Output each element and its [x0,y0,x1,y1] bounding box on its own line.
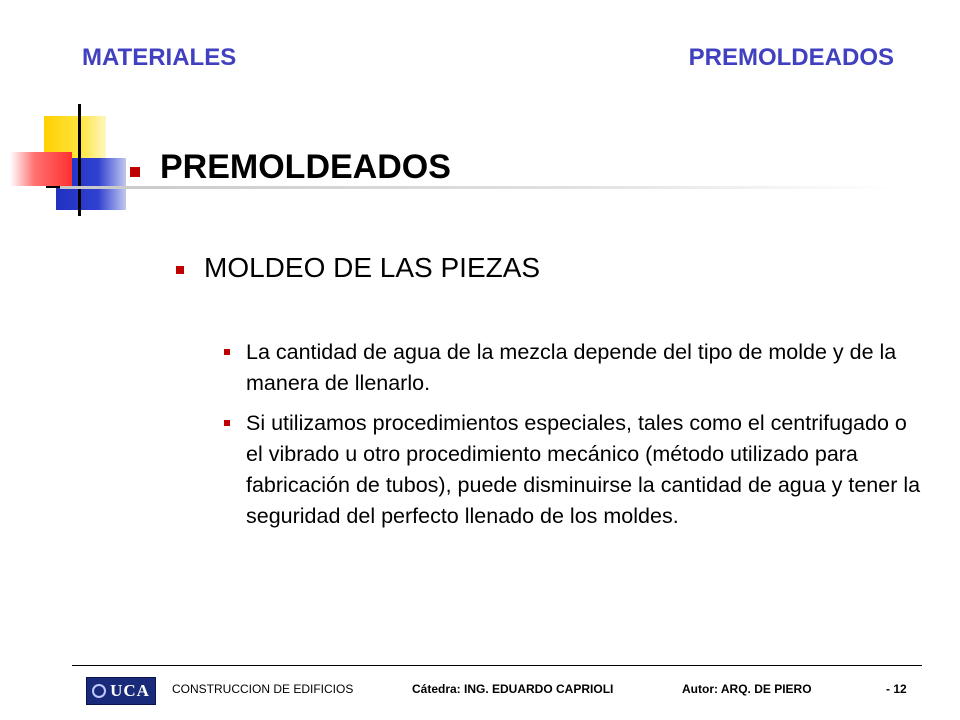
bullet-icon [224,349,230,355]
slide-subtitle: MOLDEO DE LAS PIEZAS [204,252,541,283]
header-right: PREMOLDEADOS [688,44,894,71]
vertical-line [78,104,81,216]
logo-text: UCA [110,681,150,700]
header-left: MATERIALES [82,44,237,71]
footer-course: CONSTRUCCION DE EDIFICIOS [172,682,354,696]
footer-autor: Autor: ARQ. DE PIERO [682,682,812,696]
red-square [10,152,72,186]
bullet-icon [224,420,230,426]
seal-icon [92,684,106,698]
footer-page-number: - 12 [886,682,907,696]
footer-rule [72,665,922,666]
bullet-text-2: Si utilizamos procedimientos especiales, tales como el centrifugado o el vibrado u otro procedimiento mecánico (método utilizado para fabricación de tubos), puede disminuirse la cantidad de agua y tener la seguridad del perfecto llenado de los moldes. [246,411,921,528]
uca-logo [86,677,156,705]
bullet-text-1: La cantidad de agua de la mezcla depende del tipo de molde y de la manera de llenarlo. [246,340,897,395]
footer-catedra: Cátedra: ING. EDUARDO CAPRIOLI [412,682,614,696]
slide-title: PREMOLDEADOS [160,148,451,186]
subtitle-bullet-icon [176,266,184,274]
decorative-squares [0,100,140,220]
title-bullet-icon [130,167,140,177]
